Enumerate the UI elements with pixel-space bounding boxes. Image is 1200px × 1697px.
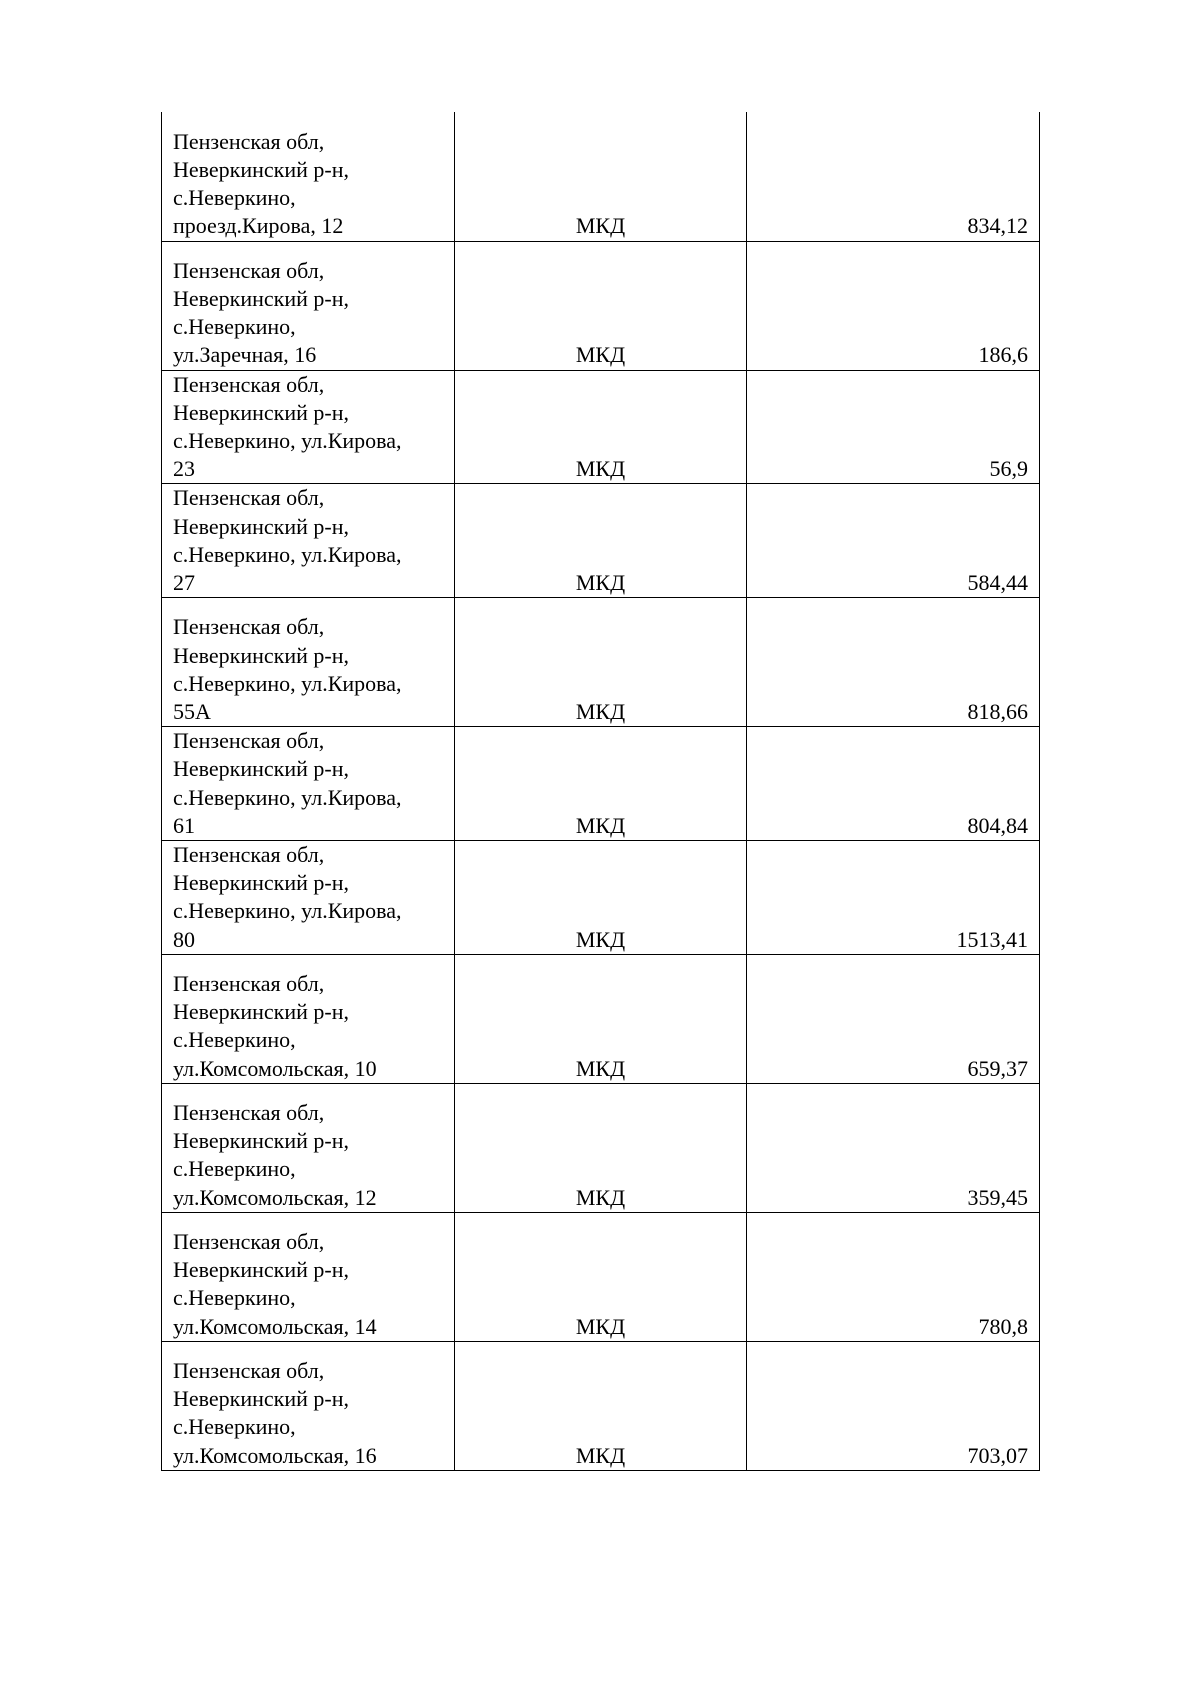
table-row [162, 1341, 1040, 1470]
building-type-cell: МКД [455, 112, 747, 241]
area-cell: 804,84 [747, 727, 1040, 841]
building-type-cell: МКД [455, 954, 747, 1083]
table-row [162, 370, 1040, 484]
building-type-cell: МКД [455, 1212, 747, 1341]
property-table [161, 112, 1040, 1471]
building-type-cell: МКД [455, 370, 747, 484]
area-cell: 818,66 [747, 598, 1040, 727]
area-cell: 186,6 [747, 241, 1040, 370]
building-type-cell: МКД [455, 840, 747, 954]
address-cell: Пензенская обл, Неверкинский р-н, с.Неверкино, ул.Комсомольская, 16 [162, 1341, 455, 1470]
area-cell: 834,12 [747, 112, 1040, 241]
building-type-cell: МКД [455, 484, 747, 598]
table-row [162, 598, 1040, 727]
address-cell: Пензенская обл, Неверкинский р-н, с.Неверкино, ул.Кирова, 61 [162, 727, 455, 841]
area-cell: 659,37 [747, 954, 1040, 1083]
table-row [162, 727, 1040, 841]
building-type-cell: МКД [455, 1083, 747, 1212]
area-cell: 703,07 [747, 1341, 1040, 1470]
table-row [162, 484, 1040, 598]
building-type-cell: МКД [455, 241, 747, 370]
area-cell: 56,9 [747, 370, 1040, 484]
table-row [162, 954, 1040, 1083]
table-row [162, 112, 1040, 241]
table-row [162, 840, 1040, 954]
table-row [162, 241, 1040, 370]
address-cell: Пензенская обл, Неверкинский р-н, с.Неверкино, ул.Комсомольская, 14 [162, 1212, 455, 1341]
building-type-cell: МКД [455, 1341, 747, 1470]
address-cell: Пензенская обл, Неверкинский р-н, с.Неверкино, проезд.Кирова, 12 [162, 112, 455, 241]
address-cell: Пензенская обл, Неверкинский р-н, с.Неверкино, ул.Кирова, 23 [162, 370, 455, 484]
address-cell: Пензенская обл, Неверкинский р-н, с.Неверкино, ул.Комсомольская, 12 [162, 1083, 455, 1212]
address-cell: Пензенская обл, Неверкинский р-н, с.Неверкино, ул.Кирова, 27 [162, 484, 455, 598]
building-type-cell: МКД [455, 598, 747, 727]
area-cell: 1513,41 [747, 840, 1040, 954]
area-cell: 359,45 [747, 1083, 1040, 1212]
address-cell: Пензенская обл, Неверкинский р-н, с.Неверкино, ул.Заречная, 16 [162, 241, 455, 370]
building-type-cell: МКД [455, 727, 747, 841]
address-cell: Пензенская обл, Неверкинский р-н, с.Неверкино, ул.Комсомольская, 10 [162, 954, 455, 1083]
property-table-body [162, 112, 1040, 1470]
address-cell: Пензенская обл, Неверкинский р-н, с.Неверкино, ул.Кирова, 55А [162, 598, 455, 727]
table-row [162, 1212, 1040, 1341]
address-cell: Пензенская обл, Неверкинский р-н, с.Неверкино, ул.Кирова, 80 [162, 840, 455, 954]
area-cell: 584,44 [747, 484, 1040, 598]
area-cell: 780,8 [747, 1212, 1040, 1341]
table-row [162, 1083, 1040, 1212]
